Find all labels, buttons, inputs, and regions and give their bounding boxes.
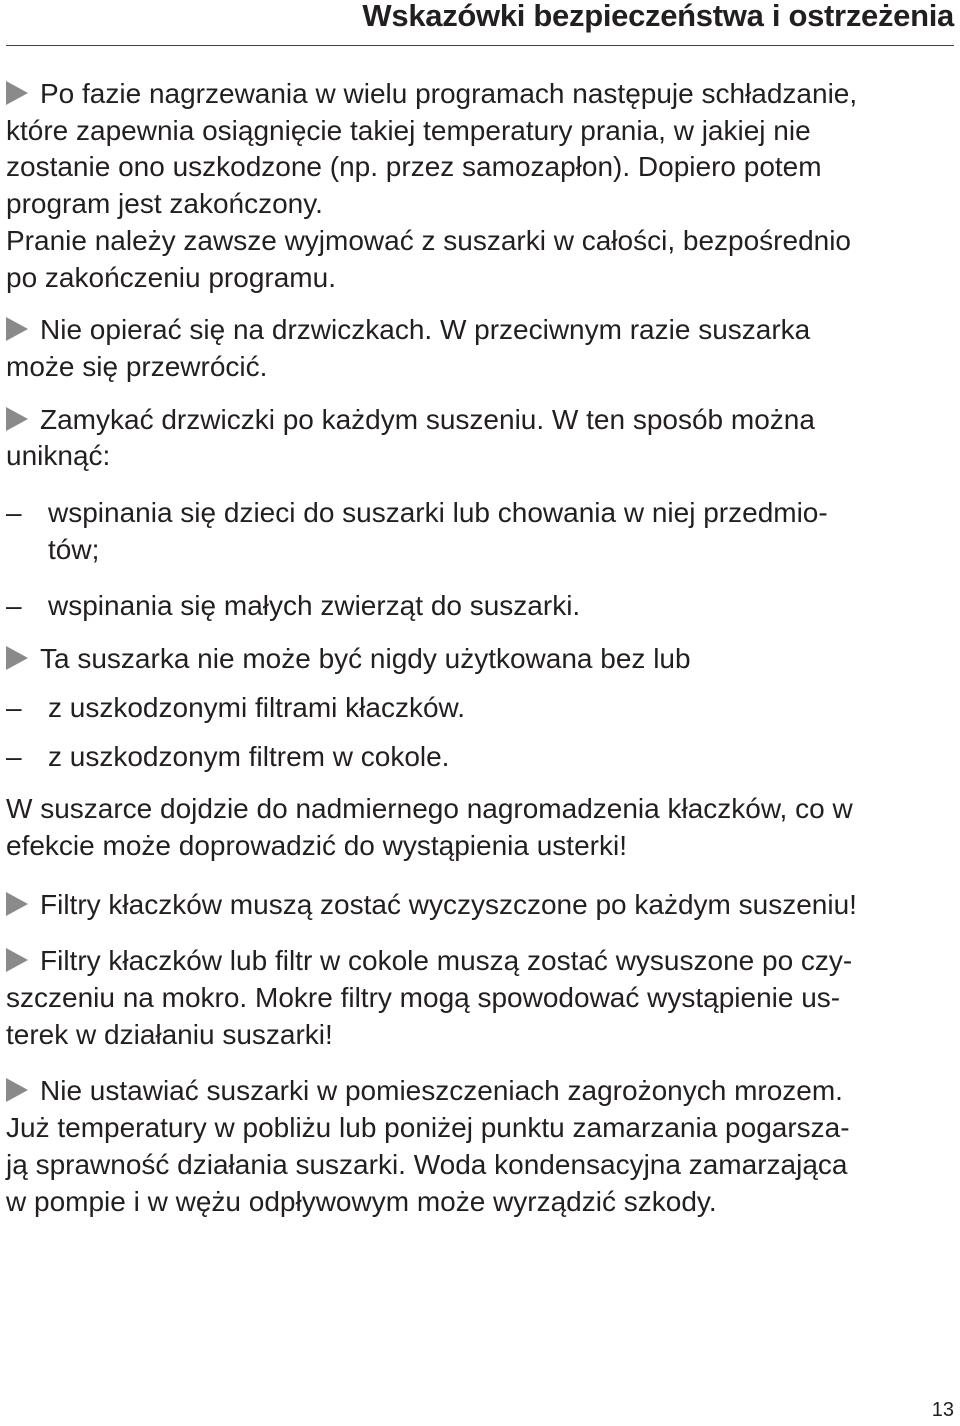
dash-bullet: –	[6, 740, 22, 772]
header-divider	[6, 45, 954, 46]
triangle-bullet-icon	[6, 407, 28, 431]
text-line: Po fazie nagrzewania w wielu programach następuje schładzanie,	[40, 78, 858, 109]
dash-bullet: –	[6, 590, 22, 622]
page-title: Wskazówki bezpieczeństwa i ostrzeżenia	[362, 0, 954, 33]
text-line: Ta suszarka nie może być nigdy użytkowana bez lub	[40, 643, 691, 675]
bullet-paragraph-frost	[6, 1073, 954, 1220]
text-line: zostanie ono uszkodzone (np. przez samozapłon). Dopiero potem	[6, 151, 822, 183]
triangle-bullet-icon	[6, 948, 28, 972]
text-line: Pranie należy zawsze wyjmować z suszarki w całości, bezpośrednio	[6, 224, 852, 256]
text-line: Nie opierać się na drzwiczkach. W przeciwnym razie suszarka	[40, 314, 811, 346]
triangle-bullet-icon	[6, 646, 28, 670]
text-line: Filtry kłaczków lub filtr w cokole muszą zostać wysuszone po czy-	[40, 945, 853, 977]
text-line: wspinania się dzieci do suszarki lub chowania w niej przedmio-	[48, 497, 828, 529]
text-line: tów;	[48, 533, 100, 565]
dash-list-item	[6, 739, 954, 776]
triangle-bullet-icon	[6, 81, 28, 105]
text-line: które zapewnia osiągnięcie takiej temperatury prania, w jakiej nie	[6, 114, 811, 146]
text-line: wspinania się małych zwierząt do suszarki.	[48, 590, 581, 622]
text-line: uniknąć:	[6, 440, 111, 472]
paragraph-lint-warning	[6, 791, 954, 864]
dash-list-item	[6, 588, 954, 625]
triangle-bullet-icon	[6, 317, 28, 341]
bullet-paragraph-close-door	[6, 402, 954, 475]
triangle-bullet-icon	[6, 892, 28, 916]
triangle-bullet-icon	[6, 1078, 28, 1102]
text-line: program jest zakończony.	[6, 188, 323, 220]
text-line: ją sprawność działania suszarki. Woda kondensacyjna zamarzająca	[6, 1148, 848, 1180]
bullet-paragraph-dry-filters	[6, 943, 954, 1053]
dash-bullet: –	[6, 497, 22, 529]
bullet-paragraph-filters-required	[6, 641, 954, 678]
bullet-paragraph-clean-filters	[6, 887, 954, 924]
text-line: W suszarce dojdzie do nadmiernego nagromadzenia kłaczków, co w	[6, 793, 853, 825]
text-line: Nie ustawiać suszarki w pomieszczeniach zagrożonych mrozem.	[40, 1075, 843, 1107]
text-line: po zakończeniu programu.	[6, 261, 336, 293]
text-line: efekcie może doprowadzić do wystąpienia usterki!	[6, 829, 627, 861]
bullet-paragraph-door-lean	[6, 312, 954, 385]
text-line: Zamykać drzwiczki po każdym suszeniu. W ten sposób można	[40, 403, 815, 435]
text-line: szczeniu na mokro. Mokre filtry mogą spowodować wystąpienie us-	[6, 982, 841, 1014]
dash-bullet: –	[6, 691, 22, 723]
main-content	[6, 76, 954, 1220]
text-line: w pompie i w wężu odpływowym może wyrządzić szkody.	[6, 1185, 717, 1217]
paragraph-remove-laundry	[6, 223, 954, 296]
text-line: z uszkodzonymi filtrami kłaczków.	[48, 691, 466, 723]
text-line: Już temperatury w pobliżu lub poniżej punktu zamarzania pogarsza-	[6, 1112, 850, 1144]
text-line: może się przewrócić.	[6, 350, 268, 382]
text-line: z uszkodzonym filtrem w cokole.	[48, 740, 450, 772]
bullet-paragraph-cooling	[6, 76, 954, 223]
dash-list-item	[6, 495, 954, 568]
dash-list-item	[6, 690, 954, 727]
text-line: Filtry kłaczków muszą zostać wyczyszczone po każdym suszeniu!	[40, 888, 857, 920]
page-number: 13	[931, 1399, 954, 1421]
text-line: terek w działaniu suszarki!	[6, 1018, 333, 1050]
